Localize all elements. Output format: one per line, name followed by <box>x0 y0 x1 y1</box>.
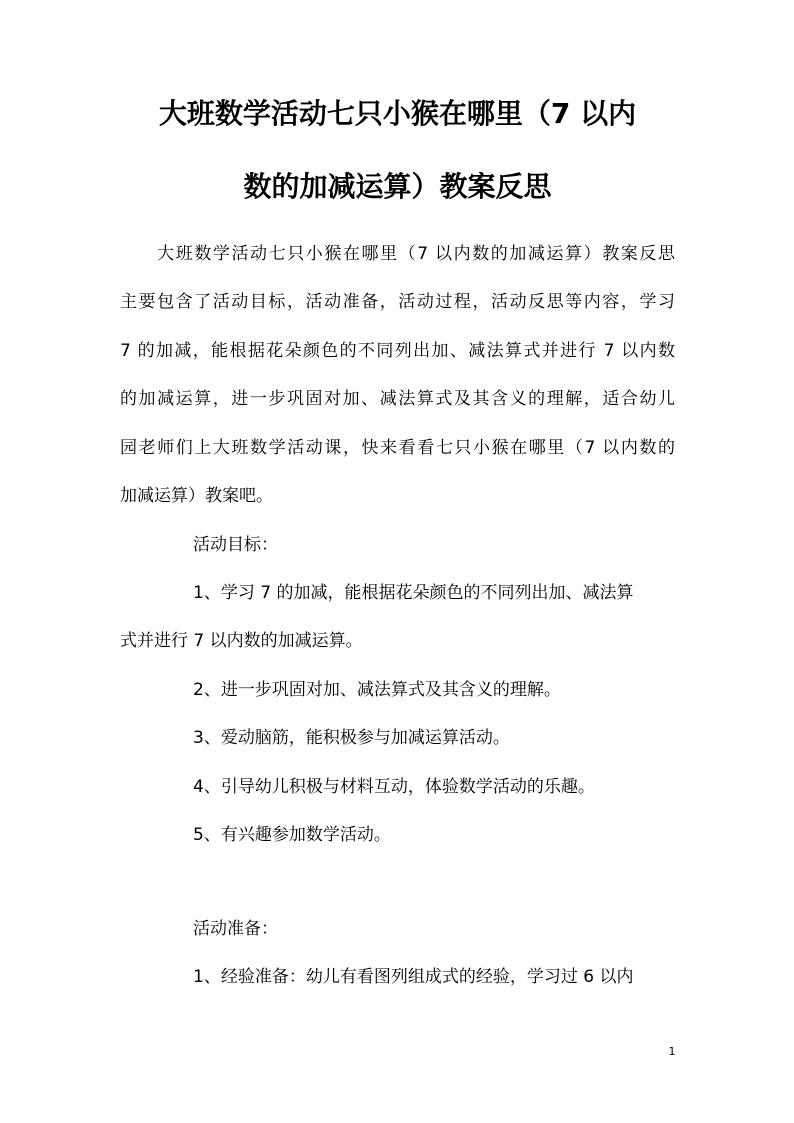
page-number: 1 <box>668 1045 676 1058</box>
goal-1-line-2: 式并进行 7 以内数的加减运算。 <box>120 631 363 651</box>
prep-1-line-1: 1、经验准备：幼儿有看图列组成式的经验，学习过 6 以内 <box>193 967 634 987</box>
intro-line-1: 大班数学活动七只小猴在哪里（7 以内数的加减运算）教案反思 <box>120 244 675 264</box>
goal-3: 3、爱动脑筋，能积极参与加减运算活动。 <box>193 728 510 748</box>
goal-1-line-1: 1、学习 7 的加减，能根据花朵颜色的不同列出加、减法算 <box>193 583 634 603</box>
document-title-line-2: 数的加减运算）教案反思 <box>243 170 552 203</box>
intro-line-2: 主要包含了活动目标，活动准备，活动过程，活动反思等内容，学习 <box>120 292 675 312</box>
goals-heading: 活动目标： <box>193 535 278 555</box>
goal-5: 5、有兴趣参加数学活动。 <box>193 825 391 845</box>
intro-line-3: 7 的加减，能根据花朵颜色的不同列出加、减法算式并进行 7 以内数 <box>120 341 675 361</box>
goal-4: 4、引导幼儿积极与材料互动，体验数学活动的乐趣。 <box>193 777 595 797</box>
intro-line-4: 的加减运算，进一步巩固对加、减法算式及其含义的理解，适合幼儿 <box>120 389 675 409</box>
prep-heading: 活动准备： <box>193 919 278 939</box>
intro-line-5: 园老师们上大班数学活动课，快来看看七只小猴在哪里（7 以内数的 <box>120 438 675 458</box>
intro-line-6: 加减运算）教案吧。 <box>120 486 273 506</box>
goal-2: 2、进一步巩固对加、减法算式及其含义的理解。 <box>193 680 561 700</box>
document-title-line-1: 大班数学活动七只小猴在哪里（7 以内 <box>158 97 637 130</box>
